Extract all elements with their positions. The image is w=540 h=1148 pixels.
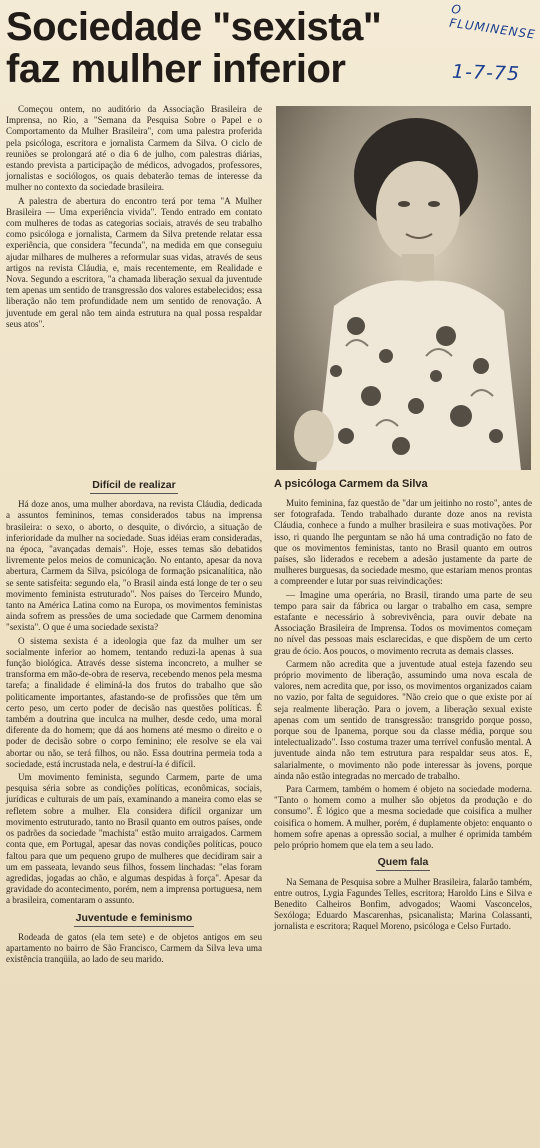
section-heading bbox=[6, 913, 262, 924]
body-paragraph: — Imagine uma operária, no Brasil, tirando uma parte de seu tempo para sair da fábrica ou largar o trabalho em casa, sempre estafante e necessário à sobrevivência, para ouvir debate na Associação Brasileira de Imprensa. Todos os movimentos começam no nível das pessoas mais esclarecidas, e que dispõem de um certo grau de ócio. Aos poucos, o movimento recruta as demais classes. bbox=[274, 589, 532, 656]
left-column bbox=[6, 474, 262, 967]
portrait-photo bbox=[276, 106, 531, 470]
intro-column bbox=[6, 104, 262, 332]
headline-line-2: faz mulher inferior bbox=[6, 47, 346, 91]
right-column bbox=[274, 498, 532, 935]
body-paragraph: Rodeada de gatos (ela tem sete) e de objetos antigos em seu apartamento no bairro de São Francisco, Carmem da Silva leva uma existência tranqüila, ao lado de seu marido. bbox=[6, 931, 262, 965]
section-heading-text: Quem fala bbox=[376, 856, 431, 871]
headline-line-1: Sociedade "sexista" bbox=[6, 5, 382, 49]
body-paragraph: Para Carmem, também o homem é objeto na sociedade moderna. "Tanto o homem como a mulher são objetos da produção e do consumo". É lógico que a mesma sociedade que coisifica a mulher coisifica o homem. A mulher, porém, é duplamente objeto: enquanto o homem sofre apenas a opressão social, a mulher é oprimida também pelo próprio homem que ela tem a seu lado. bbox=[274, 784, 532, 851]
handwritten-source-note: O FLUMINENSE bbox=[448, 1, 537, 42]
intro-paragraph: A palestra de abertura do encontro terá por tema "A Mulher Brasileira — Uma experiência vivida". Tendo entrado em contato com mulheres de todas as categorias sociais, através de seu trabalho como psicóloga e jornalista, Carmem da Silva pretende relatar essa experiência, que considera "fecunda", na medida em que conseguiu ajudar milhares de mulheres a reformular suas vidas, através de seus artigos na revista Cláudia, e, mais recentemente, em Realidade e Nova. Segundo a escritora, "a chamada liberação sexual da juventude tem apenas um sentido de transgressão dos valores estabelecidos; essa liberação não tem profundidade nem um sentido de renovação. A juventude em geral não tem ainda estrutura na qual possa respaldar seus atos". bbox=[6, 195, 262, 329]
headline bbox=[6, 6, 436, 90]
photo-caption: A psicóloga Carmem da Silva bbox=[274, 478, 428, 490]
body-paragraph: Há doze anos, uma mulher abordava, na revista Cláudia, dedicada a assuntos femininos, temas considerados tabus na imprensa brasileira: o sexo, o aborto, o desquite, o divórcio, a situação de inferioridade da mulher na sociedade. Suas idéias eram consideradas, na época, "avançadas demais". Hoje, esses temas são debatidos livremente pelos meios de comunicação. No entanto, apesar da nova abertura, Carmem da Silva, psicóloga de formação psicanalítica, não se sente satisfeita: segundo ela, "o Brasil ainda está longe de ter o seu movimento feminista estruturado". Nos países do Terceiro Mundo, tanto na América Latina como na Europa, os movimentos feministas ainda sofrem as pressões de uma sociedade que Carmem denomina "sexista". O que é uma sociedade sexista? bbox=[6, 499, 262, 633]
body-paragraph: Na Semana de Pesquisa sobre a Mulher Brasileira, falarão também, entre outros, Lygia Fagundes Telles, escritora; Haroldo Lins e Silva e Benedito Calheiros Bonfim, advogados; Waomi Vasconcelos, Sexóloga; Eduardo Mascarenhas, psicanalista; Marina Colassanti, jornalista e escritora; Raquel Moreno, psicóloga e Celso Furtado. bbox=[274, 876, 532, 932]
intro-paragraph: Começou ontem, no auditório da Associação Brasileira de Imprensa, no Rio, a "Semana da Pesquisa Sobre o Papel e o Comportamento da Mulher Brasileira", com uma palestra proferida pela psicóloga, escritora e jornalista Carmem da Silva. O ciclo de reuniões se prolongará até o dia 6 de julho, com palestras diárias, estando prevista a participação de médicos, advogados, professores, jornalistas e sociólogos, os quais debaterão temas de interesse da mulher no contexto da sociedade brasileira. bbox=[6, 104, 262, 193]
body-paragraph: Um movimento feminista, segundo Carmem, parte de uma pesquisa séria sobre as condições políticas, econômicas, sociais, jurídicas e culturais de um país, examinando a maneira como elas se refletem sobre a mulher. Ela considera difícil organizar um movimento estruturado, tanto no Brasil quanto em outros países, onde os padrões da sociedade "machista" estão muito arraigados. Carmem conta que, em Portugal, apesar das novas condições políticas, pouco faltou para que um pequeno grupo de mulheres que decidiram sair a um em passeata, levando seus filhos, fossem linchadas: "elas foram agredidas, jogadas ao chão, e algumas despidas à força". Apesar da gravidade do acontecimento, porém, nem a imprensa portuguesa, nem a brasileira, comentaram o assunto. bbox=[6, 772, 262, 906]
body-paragraph: O sistema sexista é a ideologia que faz da mulher um ser socialmente inferior ao homem, tentando reduzi-la apenas à sua função biológica. Através desse sistema inconcreto, a mulher se transforma em mão-de-obra de reserva, recebendo menos pela mesma tarefa; a finalidade é eliminá-la dos frutos do trabalho que são politicamente importantes, afastando-se de profissões que têm um certo peso, um certo poder de decisão nas questões políticas. É também a doutrina que inculca na mulher, desde cedo, uma moral diferente da do homem; que dá aos homens até mesmo o direito e o poder de decisão sobre o corpo feminino; ele resolve se ela vai abortar ou não, se terá filhos, ou não. Essa doutrina permeia toda a sociedade, está incrustada nela, e destruí-la é difícil. bbox=[6, 635, 262, 769]
body-paragraph: Muito feminina, faz questão de "dar um jeitinho no rosto", antes de ser fotografada. Tendo trabalhado durante doze anos na revista Cláudia, conhece a fundo a mulher brasileira e suas motivações. Por isso, ri quando lhe perguntam se não há uma contradição no fato de que os movimentos feministas, tanto no Brasil quanto em outros países, são liderados e recebem a adesão justamente da parte de mulheres burguesas, da sociedade mesmo, que estariam menos prontas a compreender e lutar por suas reivindicações: bbox=[274, 498, 532, 587]
handwritten-date-note: 1-7-75 bbox=[451, 60, 521, 86]
portrait-illustration bbox=[276, 106, 531, 470]
section-heading-text: Juventude e feminismo bbox=[74, 912, 195, 927]
section-heading bbox=[6, 480, 262, 491]
body-paragraph: Carmem não acredita que a juventude atual esteja fazendo seu próprio movimento de liberação, assumindo uma nova escala de valores, nem acredita que, por isso, os movimentos organizados caiam no vazio, por falta de seguidores. "Não creio que o que existe por aí seja realmente liberação. Para o jovem, a liberação sexual existe apenas com um sentido de transgressão: transgrido porque posso, porque sou de Ipanema, porque sou da classe média, porque sou intelectualizado". Isso costuma trazer uma terrível confusão mental. A juventude ainda não tem estrutura para respaldar seus atos. E, salarialmente, o movimento não pode interessar às jovens, porque ainda não estão integradas no mercado de trabalho. bbox=[274, 658, 532, 781]
section-heading bbox=[274, 857, 532, 868]
section-heading-text: Difícil de realizar bbox=[90, 479, 177, 494]
